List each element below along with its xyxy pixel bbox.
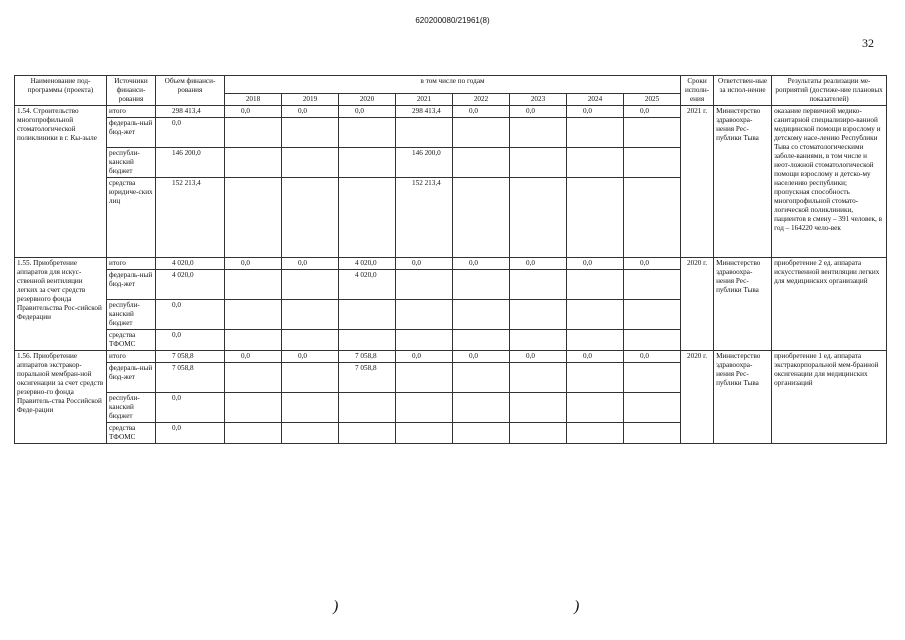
funding-volume: 4 020,0 [156, 258, 225, 270]
table-body [15, 106, 887, 444]
year-value [453, 393, 510, 423]
year-value [225, 118, 282, 148]
year-value: 0,0 [225, 258, 282, 270]
year-value [282, 178, 339, 258]
year-value: 0,0 [453, 351, 510, 363]
header-by-years: в том числе по годам [225, 76, 681, 94]
year-value [624, 118, 681, 148]
funding-volume: 7 058,8 [156, 363, 225, 393]
year-value [339, 148, 396, 178]
table-row [15, 106, 887, 118]
year-value [510, 330, 567, 351]
year-value [339, 393, 396, 423]
year-value [453, 300, 510, 330]
year-value [624, 363, 681, 393]
year-value [510, 423, 567, 444]
year-value [282, 330, 339, 351]
header-terms: Сроки исполн-ения [681, 76, 714, 106]
year-value [225, 393, 282, 423]
year-value [282, 393, 339, 423]
year-value [396, 393, 453, 423]
funding-volume: 0,0 [156, 300, 225, 330]
year-value: 298 413,4 [396, 106, 453, 118]
year-value [567, 300, 624, 330]
year-value: 7 058,8 [339, 351, 396, 363]
execution-term: 2020 г. [681, 351, 714, 444]
year-value: 7 058,8 [339, 363, 396, 393]
year-value [282, 118, 339, 148]
year-value: 0,0 [282, 351, 339, 363]
funding-volume: 7 058,8 [156, 351, 225, 363]
handwritten-mark: ) [574, 598, 580, 615]
project-name: 1.55. Приобретение аппаратов для искус-ственной вентиляции легких за счет средств резервного фонда Правительства Рос-сийской Федерации [15, 258, 107, 351]
year-value: 0,0 [510, 106, 567, 118]
funding-source: итого [107, 106, 156, 118]
year-value [396, 423, 453, 444]
year-value [225, 423, 282, 444]
year-value: 0,0 [624, 258, 681, 270]
year-value [624, 178, 681, 258]
header-name: Наименование под-программы (проекта) [15, 76, 107, 106]
year-value [453, 118, 510, 148]
year-header: 2025 [624, 94, 681, 106]
year-value [225, 330, 282, 351]
year-value [453, 423, 510, 444]
year-value [396, 300, 453, 330]
year-value [339, 330, 396, 351]
funding-volume: 146 200,0 [156, 148, 225, 178]
year-value: 0,0 [396, 351, 453, 363]
project-name: 1.56. Приобретение аппаратов экстракор-поральной мембран-ной оксигенации за счет средств резервно-го фонда Правитель-ства Российской Феде-рации [15, 351, 107, 444]
header-results: Результаты реализации ме-роприятий (достиже-ние плановых показателей) [772, 76, 887, 106]
result: приобретение 1 ед. аппарата экстракорпоральной мем-бранной оксигенации для медицинских организаций [772, 351, 887, 444]
year-value [624, 423, 681, 444]
financing-table [14, 75, 887, 444]
year-value [225, 270, 282, 300]
year-value [453, 270, 510, 300]
funding-volume: 0,0 [156, 423, 225, 444]
year-header: 2019 [282, 94, 339, 106]
year-header: 2018 [225, 94, 282, 106]
year-value [396, 330, 453, 351]
year-value: 0,0 [567, 351, 624, 363]
year-value [339, 423, 396, 444]
year-value [282, 363, 339, 393]
year-value [624, 270, 681, 300]
year-value [225, 178, 282, 258]
year-value [567, 178, 624, 258]
year-value [453, 363, 510, 393]
funding-source: средства ТФОМС [107, 330, 156, 351]
execution-term: 2020 г. [681, 258, 714, 351]
funding-source: средства юридиче-ских лиц [107, 178, 156, 258]
year-value [339, 300, 396, 330]
year-value [567, 148, 624, 178]
funding-source: итого [107, 351, 156, 363]
project-name: 1.54. Строительство многопрофильной стоматологической поликлиники в г. Кы-зыле [15, 106, 107, 258]
year-value [567, 423, 624, 444]
result: приобретение 2 ед. аппарата искусственной вентиляции легких для медицинских организаций [772, 258, 887, 351]
year-value: 0,0 [453, 106, 510, 118]
year-value [510, 178, 567, 258]
funding-source: итого [107, 258, 156, 270]
year-value [453, 330, 510, 351]
year-value [396, 363, 453, 393]
year-value: 0,0 [567, 258, 624, 270]
year-value [396, 118, 453, 148]
year-value: 0,0 [396, 258, 453, 270]
funding-volume: 152 213,4 [156, 178, 225, 258]
funding-volume: 0,0 [156, 393, 225, 423]
funding-source: федераль-ный бюд-жет [107, 270, 156, 300]
table-row [15, 351, 887, 363]
year-value: 0,0 [225, 351, 282, 363]
year-header: 2020 [339, 94, 396, 106]
year-value [282, 148, 339, 178]
year-value [510, 393, 567, 423]
year-value [624, 148, 681, 178]
responsible: Министерство здравоохра-нения Рес-публики Тыва [714, 106, 772, 258]
year-value [510, 148, 567, 178]
year-value [567, 393, 624, 423]
year-value [567, 363, 624, 393]
year-value [225, 363, 282, 393]
year-value: 4 020,0 [339, 270, 396, 300]
year-value [282, 300, 339, 330]
year-header: 2022 [453, 94, 510, 106]
funding-volume: 4 020,0 [156, 270, 225, 300]
year-value [567, 330, 624, 351]
year-value [510, 300, 567, 330]
year-value [510, 270, 567, 300]
year-value: 4 020,0 [339, 258, 396, 270]
year-value: 0,0 [225, 106, 282, 118]
funding-source: средства ТФОМС [107, 423, 156, 444]
funding-source: республи-канский бюджет [107, 300, 156, 330]
execution-term: 2021 г. [681, 106, 714, 258]
year-value [396, 270, 453, 300]
header-volume: Объем финанси-рования [156, 76, 225, 106]
year-value [453, 178, 510, 258]
page-number: 32 [862, 36, 874, 50]
year-value [339, 118, 396, 148]
responsible: Министерство здравоохра-нения Рес-публики Тыва [714, 258, 772, 351]
year-value [624, 300, 681, 330]
year-value [567, 270, 624, 300]
year-value [225, 148, 282, 178]
responsible: Министерство здравоохра-нения Рес-публики Тыва [714, 351, 772, 444]
year-value [510, 363, 567, 393]
funding-source: федераль-ный бюд-жет [107, 363, 156, 393]
year-value [339, 178, 396, 258]
funding-volume: 0,0 [156, 118, 225, 148]
header-sources: Источники финанси-рования [107, 76, 156, 106]
year-value: 0,0 [567, 106, 624, 118]
year-value: 0,0 [453, 258, 510, 270]
year-value [225, 300, 282, 330]
year-value [453, 148, 510, 178]
year-header: 2023 [510, 94, 567, 106]
year-value: 152 213,4 [396, 178, 453, 258]
year-value [624, 330, 681, 351]
funding-source: федераль-ный бюд-жет [107, 118, 156, 148]
handwritten-mark: ) [333, 598, 339, 615]
result: оказание первичной медико-санитарной специализиро-ванной медицинской помощи взрослому и детскому насе-лению Республики Тыва со стоматологическими заболе-ваниями, в том числе и неот-ложной стоматологической помощи взрослому и детско-му населению республики; пропускная способность многопрофильной стомато-логической поликлиники, пациентов в смену – 391 человек, в год – 164220 чело-век [772, 106, 887, 258]
funding-source: республи-канский бюджет [107, 148, 156, 178]
year-value [567, 118, 624, 148]
year-header: 2021 [396, 94, 453, 106]
document-id: 620200080/21961(8) [415, 16, 490, 25]
year-value: 0,0 [282, 106, 339, 118]
year-value: 0,0 [510, 351, 567, 363]
year-value [282, 270, 339, 300]
year-value: 0,0 [282, 258, 339, 270]
year-value: 0,0 [510, 258, 567, 270]
table-row [15, 258, 887, 270]
year-value [282, 423, 339, 444]
funding-volume: 298 413,4 [156, 106, 225, 118]
year-value: 0,0 [339, 106, 396, 118]
year-value: 146 200,0 [396, 148, 453, 178]
year-header: 2024 [567, 94, 624, 106]
year-value: 0,0 [624, 106, 681, 118]
header-responsible: Ответствен-ные за испол-нение [714, 76, 772, 106]
funding-source: республи-канский бюджет [107, 393, 156, 423]
year-value [510, 118, 567, 148]
year-value: 0,0 [624, 351, 681, 363]
year-value [624, 393, 681, 423]
funding-volume: 0,0 [156, 330, 225, 351]
